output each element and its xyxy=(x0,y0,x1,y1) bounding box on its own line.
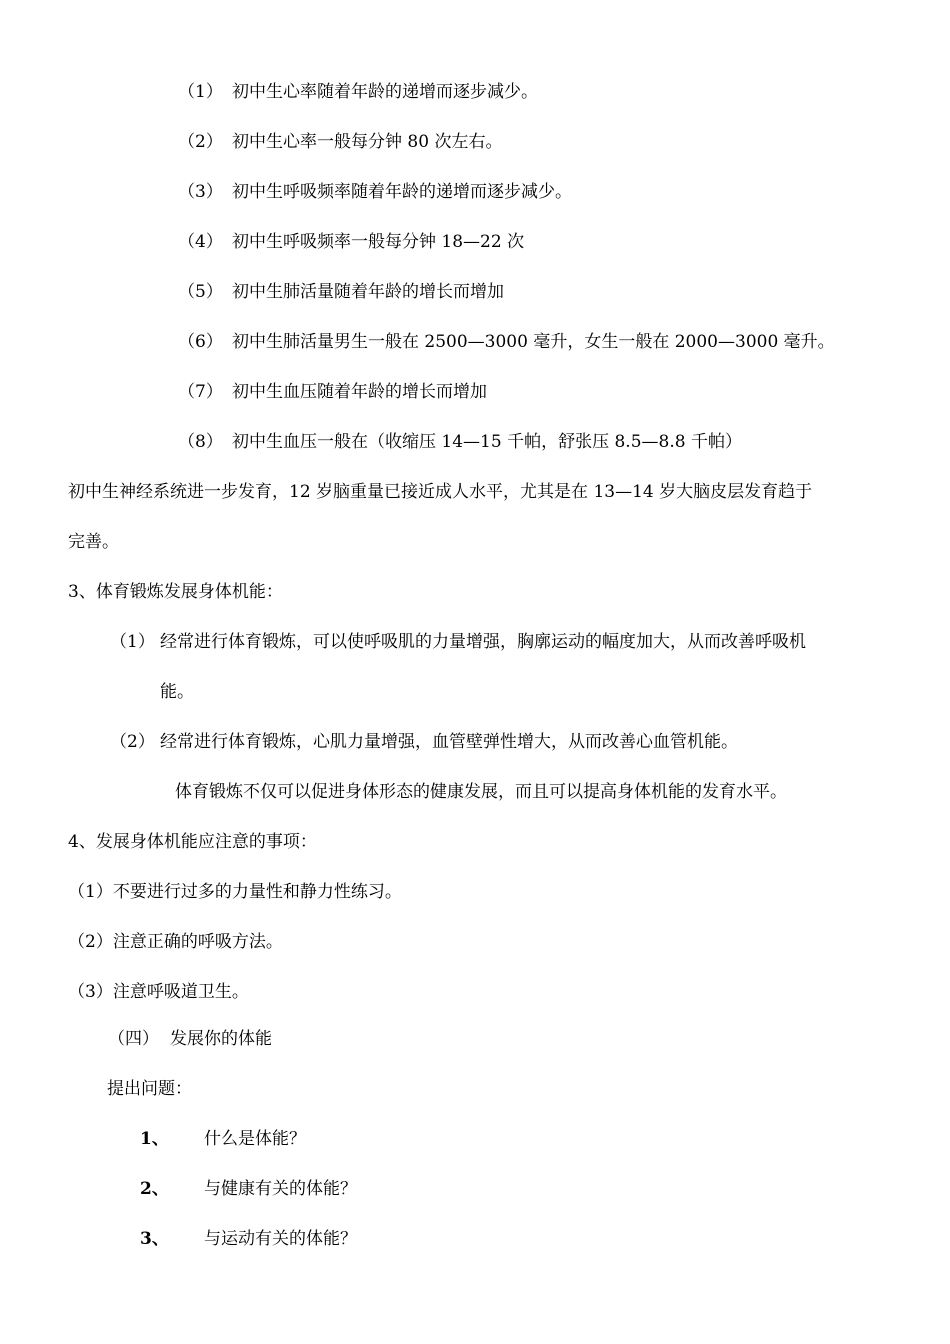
list2-item-2 xyxy=(110,730,738,754)
list1-item-8-number: （8） xyxy=(178,432,223,452)
list2-item-1-continuation: 能。 xyxy=(160,682,194,702)
list1-item-6-text: 初中生肺活量男生一般在 2500—3000 毫升，女生一般在 2000—3000 毫升。 xyxy=(232,332,835,352)
section-3-heading: 3、体育锻炼发展身体机能： xyxy=(68,582,283,602)
list1-item-4-number: （4） xyxy=(178,232,223,252)
nervous-paragraph-line-2: 完善。 xyxy=(68,532,119,552)
list1-item-3 xyxy=(178,180,572,204)
list1-item-4 xyxy=(178,230,524,254)
list2-item-1-number: （1） xyxy=(110,632,155,652)
summary-sentence: 体育锻炼不仅可以促进身体形态的健康发展，而且可以提高身体机能的发育水平。 xyxy=(175,782,787,802)
section-4-heading: 4、发展身体机能应注意的事项： xyxy=(68,832,317,852)
list2-item-1 xyxy=(110,630,806,654)
question-1 xyxy=(140,1127,306,1151)
list2-item-2-number: （2） xyxy=(110,732,155,752)
list1-item-6 xyxy=(178,330,835,354)
nervous-paragraph-line-1: 初中生神经系统进一步发育，12 岁脑重量已接近成人水平，尤其是在 13—14 岁大脑皮层发育趋于 xyxy=(68,482,813,502)
subsection-heading xyxy=(108,1027,272,1051)
list1-item-7-number: （7） xyxy=(178,382,223,402)
list1-item-2 xyxy=(178,130,502,154)
list1-item-4-text: 初中生呼吸频率一般每分钟 18—22 次 xyxy=(232,232,525,252)
list1-item-5-number: （5） xyxy=(178,282,223,302)
list1-item-8 xyxy=(178,430,742,454)
list3-item-2: （2）注意正确的呼吸方法。 xyxy=(68,932,283,952)
question-1-number: 1、 xyxy=(140,1129,169,1149)
question-2-number: 2、 xyxy=(140,1179,169,1199)
question-3 xyxy=(140,1227,357,1251)
subsection-title: 发展你的体能 xyxy=(170,1029,272,1049)
list2-item-1-text: 经常进行体育锻炼，可以使呼吸肌的力量增强，胸廓运动的幅度加大，从而改善呼吸机 xyxy=(160,632,806,652)
question-3-number: 3、 xyxy=(140,1229,169,1249)
question-2-text: 与健康有关的体能？ xyxy=(204,1179,357,1199)
list1-item-1-text: 初中生心率随着年龄的递增而逐步减少。 xyxy=(232,82,538,102)
question-3-text: 与运动有关的体能？ xyxy=(204,1229,357,1249)
list1-item-1-number: （1） xyxy=(178,82,223,102)
list1-item-7-text: 初中生血压随着年龄的增长而增加 xyxy=(232,382,487,402)
list1-item-5-text: 初中生肺活量随着年龄的增长而增加 xyxy=(232,282,504,302)
list1-item-6-number: （6） xyxy=(178,332,223,352)
list1-item-3-text: 初中生呼吸频率随着年龄的递增而逐步减少。 xyxy=(232,182,572,202)
list2-item-2-text: 经常进行体育锻炼，心肌力量增强，血管壁弹性增大，从而改善心血管机能。 xyxy=(160,732,738,752)
question-1-text: 什么是体能？ xyxy=(204,1129,306,1149)
question-2 xyxy=(140,1177,357,1201)
list1-item-5 xyxy=(178,280,504,304)
list1-item-1 xyxy=(178,80,538,104)
list3-item-3: （3）注意呼吸道卫生。 xyxy=(68,982,249,1002)
list1-item-2-number: （2） xyxy=(178,132,223,152)
list1-item-8-text: 初中生血压一般在（收缩压 14—15 千帕，舒张压 8.5—8.8 千帕） xyxy=(232,432,742,452)
list1-item-2-text: 初中生心率一般每分钟 80 次左右。 xyxy=(232,132,503,152)
list1-item-3-number: （3） xyxy=(178,182,223,202)
list3-item-1: （1）不要进行过多的力量性和静力性练习。 xyxy=(68,882,402,902)
list1-item-7 xyxy=(178,380,487,404)
subsection-number: （四） xyxy=(108,1029,159,1049)
questions-heading: 提出问题： xyxy=(107,1079,192,1099)
